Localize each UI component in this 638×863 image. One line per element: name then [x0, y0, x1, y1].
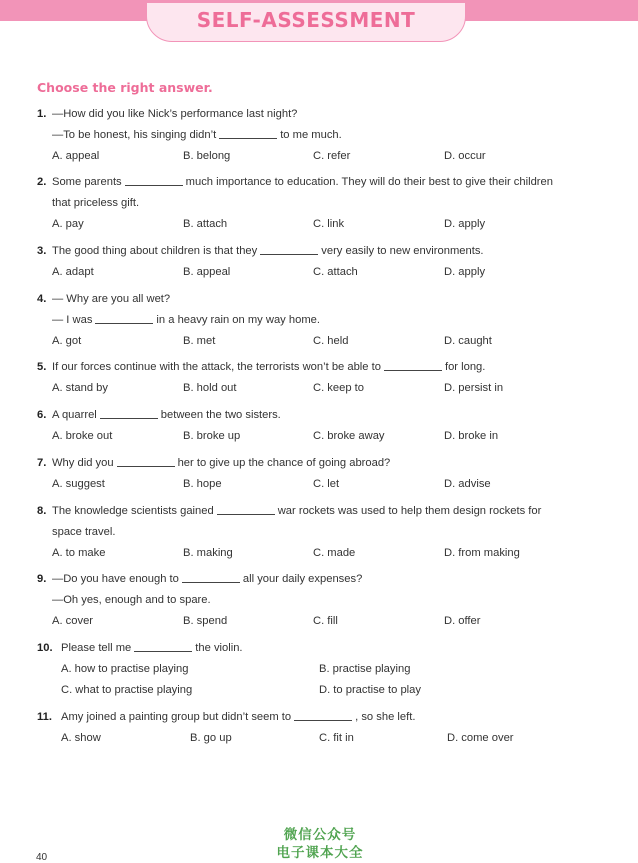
option-a: A. pay — [52, 218, 84, 230]
option-d: D. to practise to play — [319, 684, 421, 696]
option-a: A. how to practise playing — [61, 663, 189, 675]
option-a: A. got — [52, 335, 82, 347]
option-c: C. broke away — [313, 430, 385, 442]
option-c: C. link — [313, 218, 345, 230]
question-text: A quarrel between the two sisters. — [52, 405, 281, 426]
option-d: D. advise — [444, 478, 491, 490]
option-d: D. apply — [444, 266, 486, 278]
option-d: D. persist in — [444, 382, 504, 394]
answer-blank — [134, 639, 192, 652]
option-a: A. suggest — [52, 478, 105, 490]
question-6 — [37, 405, 597, 447]
option-a: A. cover — [52, 615, 94, 627]
option-b: B. making — [183, 547, 233, 559]
question-number: 3. — [37, 245, 47, 257]
option-b: B. go up — [190, 732, 232, 744]
question-5 — [37, 357, 597, 399]
question-number: 7. — [37, 457, 47, 469]
answer-blank — [384, 358, 442, 371]
title-banner — [146, 2, 466, 42]
option-d: D. from making — [444, 547, 520, 559]
answer-blank — [117, 454, 175, 467]
option-c: C. what to practise playing — [61, 684, 193, 696]
question-3 — [37, 241, 597, 283]
answer-blank — [95, 311, 153, 324]
option-c: C. held — [313, 335, 349, 347]
question-text: Amy joined a painting group but didn’t seem to , so she left. — [61, 707, 415, 728]
option-c: C. let — [313, 478, 340, 490]
option-c: C. fill — [313, 615, 338, 627]
question-text: Some parents much importance to education. They will do their best to give their children — [52, 172, 553, 193]
question-number: 1. — [37, 108, 47, 120]
question-number: 2. — [37, 176, 47, 188]
option-d: D. broke in — [444, 430, 499, 442]
option-d: D. occur — [444, 150, 486, 162]
question-number: 4. — [37, 293, 47, 305]
question-number: 10. — [37, 642, 53, 654]
option-b: B. hope — [183, 478, 222, 490]
answer-blank — [219, 126, 277, 139]
question-text: Please tell me the violin. — [61, 638, 243, 659]
question-text: —Oh yes, enough and to spare. — [52, 594, 211, 606]
option-a: A. to make — [52, 547, 106, 559]
answer-blank — [125, 173, 183, 186]
option-b: B. belong — [183, 150, 231, 162]
watermark — [254, 826, 386, 862]
question-text: — I was in a heavy rain on my way home. — [52, 310, 320, 331]
option-d: D. caught — [444, 335, 492, 347]
option-b: B. broke up — [183, 430, 241, 442]
option-a: A. stand by — [52, 382, 108, 394]
answer-blank — [182, 570, 240, 583]
question-text: Why did you her to give up the chance of going abroad? — [52, 453, 390, 474]
question-2 — [37, 172, 597, 235]
question-8 — [37, 501, 597, 564]
question-number: 6. — [37, 409, 47, 421]
option-c: C. keep to — [313, 382, 364, 394]
option-b: B. met — [183, 335, 216, 347]
question-number: 11. — [37, 711, 52, 723]
answer-blank — [217, 502, 275, 515]
question-number: 9. — [37, 573, 47, 585]
watermark-line-2: 电子课本大全 — [276, 845, 364, 861]
page-title: SELF-ASSESSMENT — [196, 8, 416, 32]
option-c: C. fit in — [319, 732, 354, 744]
option-b: B. practise playing — [319, 663, 411, 675]
watermark-line-1: 微信公众号 — [283, 827, 357, 843]
option-c: C. attach — [313, 266, 358, 278]
question-text: If our forces continue with the attack, the terrorists won’t be able to for long. — [52, 357, 485, 378]
option-a: A. adapt — [52, 266, 94, 278]
option-b: B. hold out — [183, 382, 237, 394]
question-number: 8. — [37, 505, 47, 517]
option-d: D. come over — [447, 732, 514, 744]
answer-blank — [100, 406, 158, 419]
question-9 — [37, 569, 597, 632]
question-4 — [37, 289, 597, 352]
option-a: A. show — [61, 732, 101, 744]
question-text: —How did you like Nick’s performance last night? — [52, 108, 298, 120]
option-c: C. made — [313, 547, 356, 559]
question-7 — [37, 453, 597, 495]
question-11 — [37, 707, 597, 749]
question-text: that priceless gift. — [52, 197, 140, 209]
answer-blank — [260, 242, 318, 255]
question-10 — [37, 638, 597, 701]
question-text: The knowledge scientists gained war rockets was used to help them design rockets for — [52, 501, 541, 522]
question-1 — [37, 104, 597, 167]
option-b: B. appeal — [183, 266, 231, 278]
option-a: A. broke out — [52, 430, 113, 442]
option-d: D. offer — [444, 615, 481, 627]
answer-blank — [294, 708, 352, 721]
question-text: The good thing about children is that they very easily to new environments. — [52, 241, 484, 262]
option-b: B. spend — [183, 615, 228, 627]
question-number: 5. — [37, 361, 47, 373]
question-text: —Do you have enough to all your daily expenses? — [52, 569, 362, 590]
option-c: C. refer — [313, 150, 351, 162]
page-number: 40 — [36, 852, 48, 863]
question-text: — Why are you all wet? — [52, 293, 171, 305]
question-text: —To be honest, his singing didn’t to me much. — [52, 125, 342, 146]
option-a: A. appeal — [52, 150, 100, 162]
option-b: B. attach — [183, 218, 228, 230]
instruction-heading: Choose the right answer. — [37, 80, 213, 95]
option-d: D. apply — [444, 218, 486, 230]
question-text: space travel. — [52, 526, 116, 538]
